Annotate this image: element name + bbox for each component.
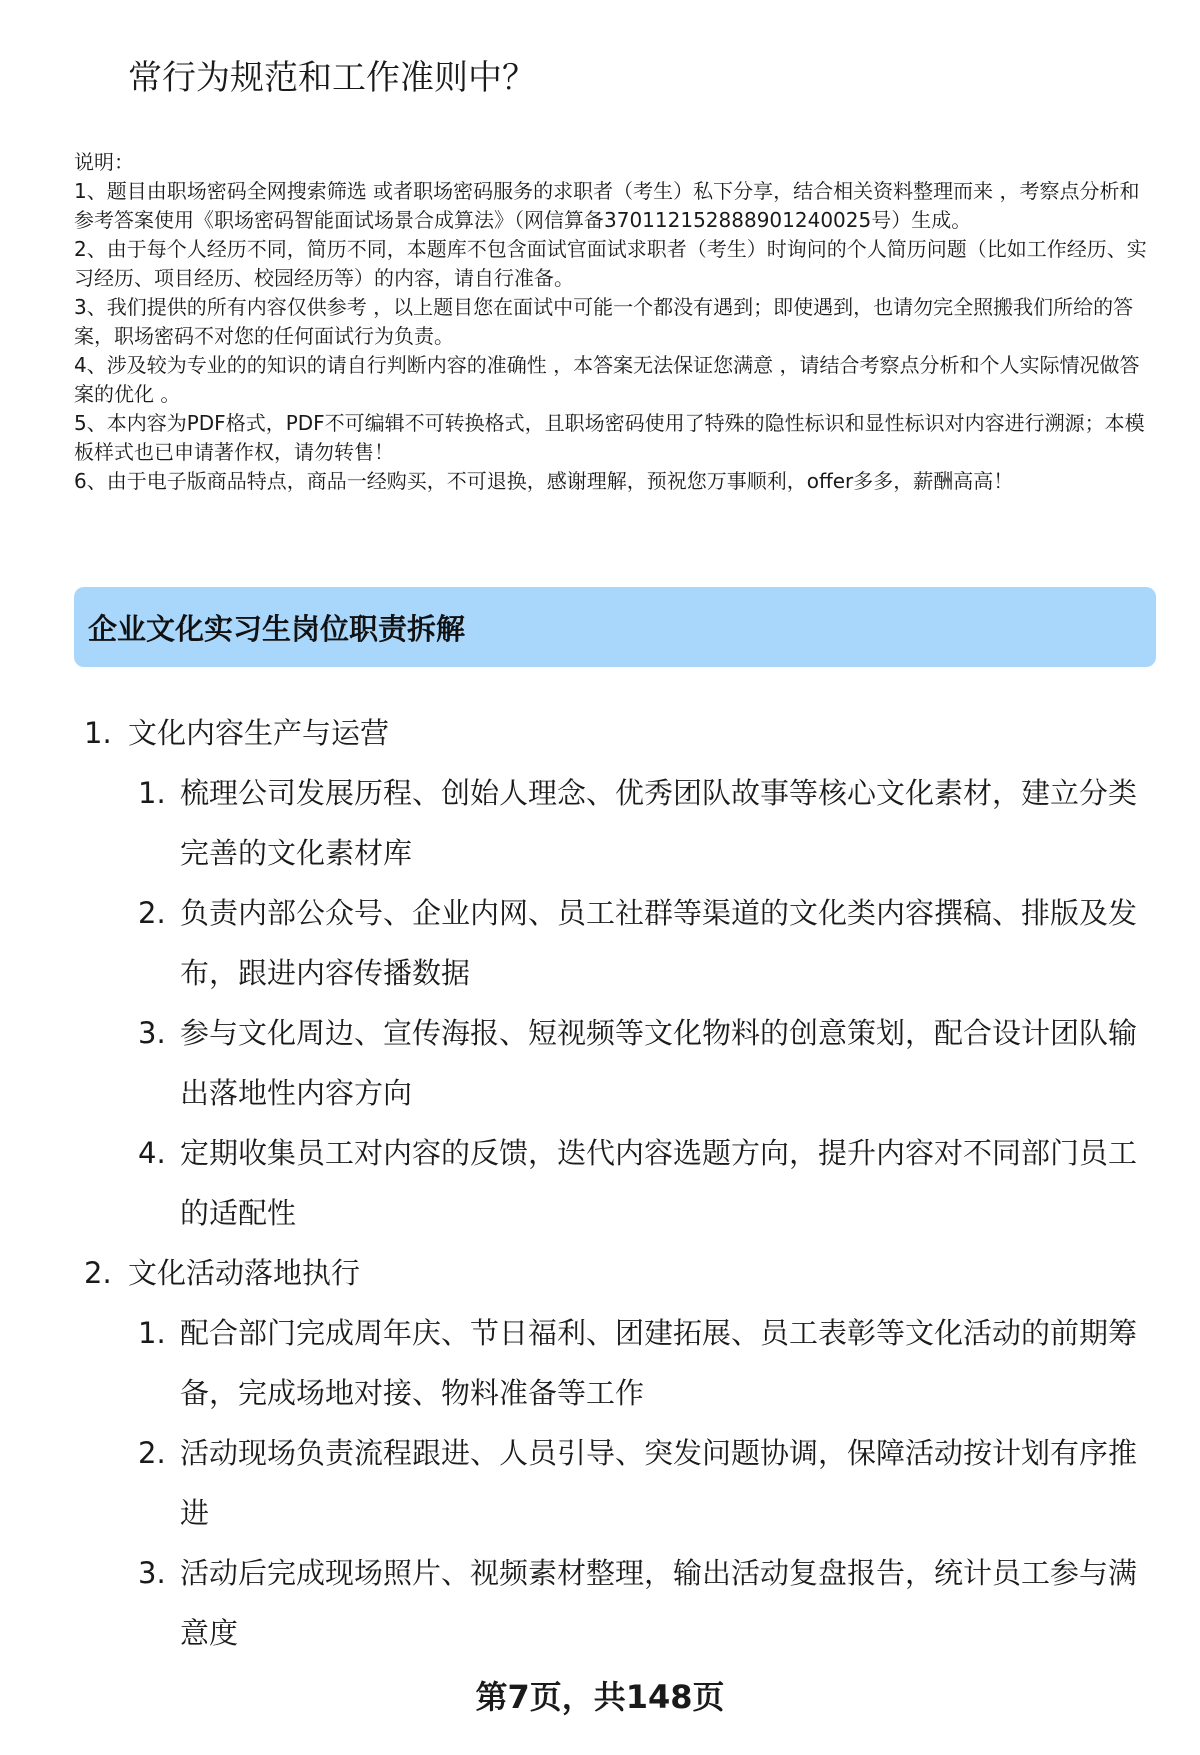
duties-outline	[84, 703, 1154, 1663]
outline-subitem	[138, 883, 1154, 1003]
outline-subitem-number: 2.	[138, 896, 166, 930]
outline-item	[84, 1243, 1154, 1303]
note-item: 4、涉及较为专业的的知识的请自行判断内容的准确性 ，本答案无法保证您满意 ，请结合考察点分析和个人实际情况做答案的优化 。	[74, 353, 1140, 406]
section-title: 企业文化实习生岗位职责拆解	[88, 611, 466, 646]
note-item: 6、由于电子版商品特点，商品一经购买，不可退换，感谢理解，预祝您万事顺利，offer多多，薪酬高高！	[74, 469, 1014, 493]
outline-subitem-text: 负责内部公众号、企业内网、员工社群等渠道的文化类内容撰稿、排版及发布，跟进内容传播数据	[180, 896, 1138, 990]
outline-item-title: 文化内容生产与运营	[128, 716, 390, 750]
note-item: 2、由于每个人经历不同，简历不同，本题库不包含面试官面试求职者（考生）时询问的个人简历问题（比如工作经历、实习经历、项目经历、校园经历等）的内容，请自行准备。	[74, 237, 1147, 290]
outline-subitem-number: 2.	[138, 1436, 166, 1470]
outline-subitem-text: 活动现场负责流程跟进、人员引导、突发问题协调，保障活动按计划有序推进	[180, 1436, 1138, 1530]
outline-item	[84, 703, 1154, 763]
outline-item-number: 2.	[84, 1256, 112, 1290]
page-number-footer: 第7页，共148页	[475, 1678, 725, 1716]
outline-subitem	[138, 1423, 1154, 1543]
outline-subitem-text: 梳理公司发展历程、创始人理念、优秀团队故事等核心文化素材，建立分类完善的文化素材库	[180, 776, 1138, 870]
outline-subitem-text: 定期收集员工对内容的反馈，迭代内容选题方向，提升内容对不同部门员工的适配性	[180, 1136, 1138, 1230]
outline-subitem-text: 配合部门完成周年庆、节日福利、团建拓展、员工表彰等文化活动的前期筹备，完成场地对接、物料准备等工作	[180, 1316, 1138, 1410]
outline-item-number: 1.	[84, 716, 112, 750]
note-item: 3、我们提供的所有内容仅供参考 ，以上题目您在面试中可能一个都没有遇到；即使遇到，也请勿完全照搬我们所给的答案，职场密码不对您的任何面试行为负责。	[74, 295, 1134, 348]
notes-block	[74, 148, 1154, 496]
note-item: 1、题目由职场密码全网搜索筛选 或者职场密码服务的求职者（考生）私下分享，结合相关资料整理而来 ，考察点分析和参考答案使用《职场密码智能面试场景合成算法》（网信算备370112152888901240025号）生成。	[74, 179, 1140, 232]
outline-subitem-number: 4.	[138, 1136, 166, 1170]
outline-subitem	[138, 1303, 1154, 1423]
notes-label: 说明：	[74, 150, 134, 174]
outline-subitem-text: 活动后完成现场照片、视频素材整理，输出活动复盘报告，统计员工参与满意度	[180, 1556, 1138, 1650]
outline-subitem-number: 1.	[138, 1316, 166, 1350]
outline-subitem-number: 3.	[138, 1556, 166, 1590]
outline-subitem-text: 参与文化周边、宣传海报、短视频等文化物料的创意策划，配合设计团队输出落地性内容方向	[180, 1016, 1138, 1110]
outline-subitem-number: 1.	[138, 776, 166, 810]
outline-item-title: 文化活动落地执行	[128, 1256, 361, 1290]
note-item: 5、本内容为PDF格式，PDF不可编辑不可转换格式，且职场密码使用了特殊的隐性标识和显性标识对内容进行溯源；本模板样式也已申请著作权，请勿转售！	[74, 411, 1145, 464]
outline-subitem	[138, 1123, 1154, 1243]
continued-question-text: 常行为规范和工作准则中？	[128, 58, 536, 98]
section-banner	[74, 587, 1156, 667]
outline-subitem	[138, 1543, 1154, 1663]
outline-subitem	[138, 1003, 1154, 1123]
outline-subitem	[138, 763, 1154, 883]
outline-subitem-number: 3.	[138, 1016, 166, 1050]
